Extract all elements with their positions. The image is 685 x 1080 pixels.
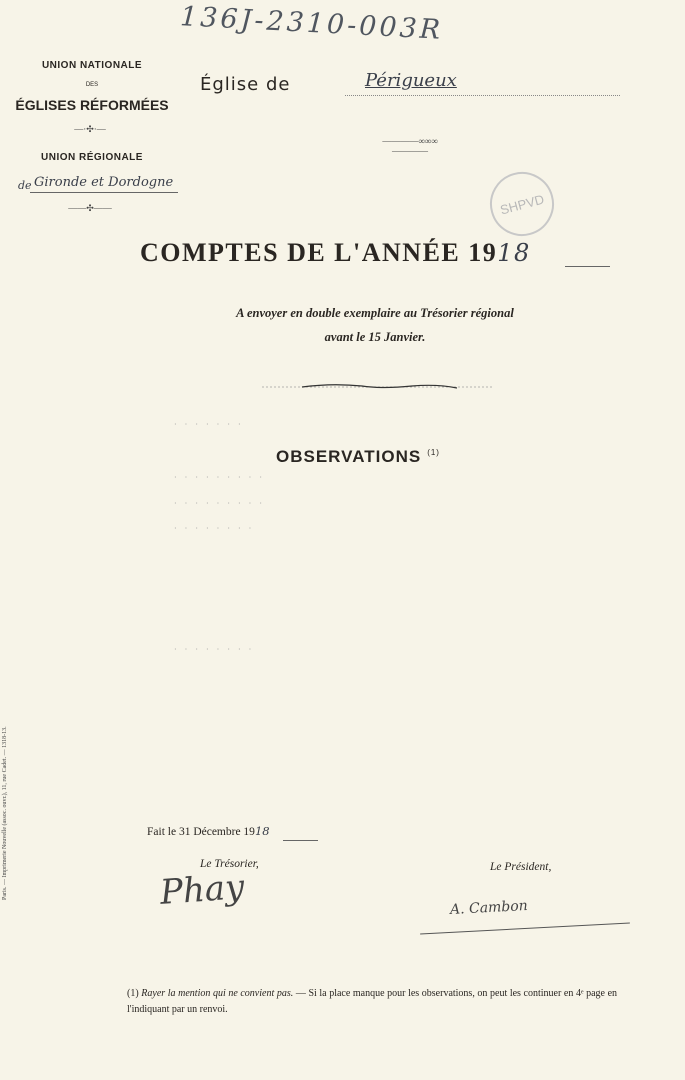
fait-underline bbox=[283, 840, 318, 841]
ornament-small: —·✣·— bbox=[74, 124, 106, 134]
president-signature-underline bbox=[420, 923, 630, 935]
region-underline bbox=[30, 192, 178, 193]
title-text: COMPTES DE L'ANNÉE 19 bbox=[140, 238, 498, 267]
printer-imprint: Paris. — Imprimerie Nouvelle (assoc. ouvr.), 11, rue Cadet. — 1318-13. bbox=[2, 726, 8, 900]
ornament-center: ————∞∞∞———— bbox=[382, 136, 438, 156]
dot-row: · · · · · · · bbox=[174, 420, 244, 429]
ornamental-rule bbox=[262, 381, 492, 393]
footnote-rest: — Si la place manque pour les observations, on peut les continuer en 4ᵉ page en l'indiquant par un renvoi. bbox=[127, 988, 618, 1015]
president-signature: A. Cambon bbox=[449, 897, 529, 919]
instruction-line1: A envoyer en double exemplaire au Trésorier régional bbox=[236, 306, 514, 320]
page-title bbox=[140, 238, 531, 268]
archive-stamp: SHPVD bbox=[483, 165, 561, 243]
ornament-small-2: ——✣—— bbox=[68, 203, 112, 213]
instruction-line2: avant le 15 Janvier. bbox=[324, 330, 426, 344]
observations-note-marker: (1) bbox=[427, 448, 440, 458]
dot-row: · · · · · · · · bbox=[174, 524, 255, 533]
footnote-italic: Rayer la mention qui ne convient pas. bbox=[141, 988, 294, 999]
title-year-handwritten: 18 bbox=[497, 239, 531, 267]
title-underline bbox=[565, 266, 610, 267]
fait-le-line bbox=[147, 824, 270, 838]
observations-heading bbox=[276, 447, 440, 467]
archive-reference: 136J-2310-003R bbox=[179, 1, 444, 46]
tresorier-label: Le Trésorier, bbox=[200, 858, 259, 870]
region-handwritten: Gironde et Dordogne bbox=[34, 175, 174, 190]
org-name-line2: DES bbox=[85, 82, 99, 88]
org-name-line1: UNION NATIONALE bbox=[41, 60, 143, 71]
eglise-handwritten: Périgueux bbox=[365, 70, 457, 91]
footnote-marker: (1) bbox=[127, 988, 139, 999]
observations-title: OBSERVATIONS bbox=[276, 447, 422, 466]
dot-row: · · · · · · · · · bbox=[174, 473, 265, 482]
president-label: Le Président, bbox=[490, 861, 552, 873]
region-prefix: de bbox=[18, 179, 32, 192]
fait-year-handwritten: 18 bbox=[254, 824, 270, 838]
region-label: UNION RÉGIONALE bbox=[41, 152, 143, 163]
fait-le-text: Fait le 31 Décembre 19 bbox=[147, 826, 255, 838]
footnote bbox=[127, 986, 617, 1018]
eglise-underline bbox=[345, 95, 620, 96]
org-name-line3: ÉGLISES RÉFORMÉES bbox=[15, 97, 169, 113]
eglise-label: Église de bbox=[200, 74, 291, 95]
dot-row: · · · · · · · · bbox=[174, 645, 255, 654]
dot-row: · · · · · · · · · bbox=[174, 499, 265, 508]
tresorier-signature: Phay bbox=[158, 867, 246, 913]
